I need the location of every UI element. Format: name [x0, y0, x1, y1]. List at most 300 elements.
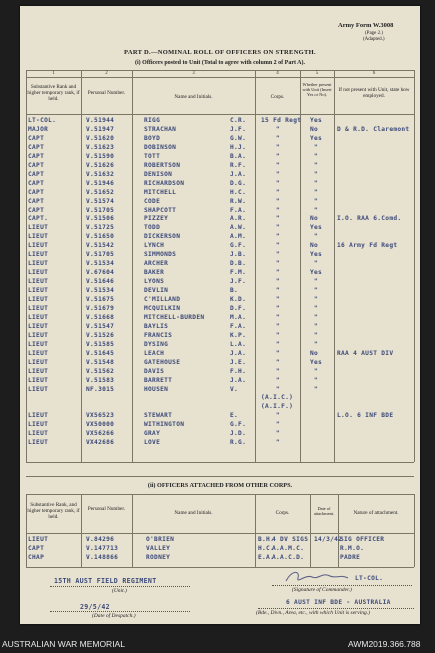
- personal-number-cell: V.51583: [86, 376, 115, 384]
- corps-cell: (A.I.C.): [261, 394, 294, 402]
- rank-cell: LIEUT: [28, 349, 49, 357]
- initials-cell: G.F.: [230, 421, 247, 429]
- present-cell: No: [310, 349, 319, 357]
- rank-cell: LIEUT: [28, 376, 49, 384]
- attachment-nature-cell: SIG OFFICER: [340, 536, 385, 543]
- present-cell: Yes: [310, 269, 323, 277]
- corps-cell: ": [276, 313, 281, 321]
- commander-caption: (Signature of Commander.): [292, 587, 352, 593]
- corps-cell: ": [276, 179, 281, 187]
- table-row: [20, 233, 420, 241]
- form-sheet: [20, 6, 420, 624]
- corps-cell: ": [276, 349, 281, 357]
- corps-cell: ": [276, 340, 281, 348]
- col-number: 5: [315, 71, 319, 76]
- rank-cell: CAPT: [28, 161, 45, 169]
- initials-cell: J.E.: [230, 358, 247, 366]
- table-row: [20, 359, 420, 367]
- initials-cell: B.A.: [230, 152, 247, 160]
- rank-cell: LIEUT: [28, 439, 49, 447]
- present-cell: ": [314, 179, 319, 187]
- personal-number-cell: V.148866: [86, 554, 119, 561]
- table-row: [20, 198, 420, 206]
- corps-cell: ": [276, 412, 281, 420]
- present-cell: ": [314, 313, 319, 321]
- surname-cell: TODD: [144, 224, 161, 232]
- initials-cell: R.W.: [230, 197, 247, 205]
- table-row: [20, 224, 420, 232]
- table-row: [20, 126, 420, 134]
- corps-cell: ": [276, 296, 281, 303]
- corps-cell: ": [276, 206, 281, 214]
- present-cell: ": [314, 304, 319, 312]
- rank-cell: CAPT: [28, 206, 45, 214]
- rank-cell: CAPT: [28, 152, 45, 160]
- table-row: [20, 189, 420, 197]
- table-row: [20, 278, 420, 286]
- initials-cell: H.J.: [230, 143, 247, 151]
- table-row: [20, 421, 420, 429]
- section-i-title: (i) Officers posted to Unit (Total to agree with column 2 of Part A).: [135, 60, 305, 66]
- unit-caption: (Unit.): [112, 588, 127, 594]
- col-header-name: Name and Initials.: [174, 94, 213, 100]
- col-header-nature: Nature of attachment.: [353, 510, 399, 516]
- table-row: [20, 386, 420, 394]
- corps-cell: A.A.M.C.: [272, 545, 305, 552]
- form-title: Army Form W.3008: [338, 22, 394, 29]
- surname-cell: RODNEY: [146, 554, 171, 561]
- corps-cell: ": [276, 215, 281, 223]
- present-cell: No: [310, 215, 319, 223]
- date-dotted-line: [50, 611, 190, 612]
- surname-cell: STRACHAN: [144, 125, 177, 133]
- initials-cell: J.A.: [230, 376, 247, 384]
- form-adapted: (Adapted.): [363, 37, 385, 42]
- surname-cell: BAKER: [144, 269, 165, 277]
- employed-cell: D & R.D. Claremont: [337, 125, 410, 133]
- corps-cell: ": [276, 367, 281, 375]
- initials-cell: R.F.: [230, 161, 247, 169]
- present-cell: ": [314, 206, 319, 214]
- present-cell: Yes: [310, 224, 323, 232]
- corps-cell: A.A.C.D.: [272, 554, 305, 561]
- present-cell: ": [314, 152, 319, 160]
- corps-cell: ": [276, 278, 281, 286]
- credit-institution: AUSTRALIAN WAR MEMORIAL: [2, 639, 125, 649]
- table-row: [20, 412, 420, 420]
- surname-cell: RICHARDSON: [144, 179, 185, 187]
- col-number: 1: [52, 71, 55, 76]
- surname-cell: HOUSEN: [144, 385, 169, 393]
- corps-cell: 15 Fd Regt: [261, 117, 302, 124]
- personal-number-cell: V.51626: [86, 161, 115, 169]
- form-page: (Page 2.): [365, 31, 384, 36]
- corps-cell: ": [276, 421, 281, 429]
- corps-cell: ": [276, 358, 281, 366]
- personal-number-cell: V.51947: [86, 125, 115, 133]
- initials-cell: F.A.: [230, 206, 247, 214]
- present-cell: Yes: [310, 117, 323, 124]
- col-header-number: Personal Number.: [87, 506, 126, 512]
- unit-value: 15TH AUST FIELD REGIMENT: [54, 577, 157, 585]
- initials-cell: V.: [230, 385, 239, 393]
- surname-cell: BAYLIS: [144, 322, 169, 330]
- personal-number-cell: V.51506: [86, 215, 115, 223]
- attachment-nature-cell: PADRE: [340, 554, 361, 561]
- table-row: [20, 350, 420, 358]
- table-ii-top-rule: [26, 494, 414, 495]
- surname-cell: LEACH: [144, 349, 165, 357]
- present-cell: Yes: [310, 134, 323, 142]
- personal-number-cell: V.51542: [86, 242, 115, 250]
- initials-cell: C.R.: [230, 117, 247, 124]
- corps-cell: ": [276, 152, 281, 160]
- surname-cell: WITHINGTON: [144, 421, 185, 429]
- corps-cell: ": [276, 188, 281, 196]
- surname-cell: DICKERSON: [144, 233, 181, 241]
- employed-cell: L.O. 6 INF BDE: [337, 412, 394, 420]
- table-row: [20, 242, 420, 250]
- rank-cell: LIEUT: [28, 412, 49, 420]
- employed-cell: RAA 4 AUST DIV: [337, 349, 394, 357]
- corps-cell: ": [276, 134, 281, 142]
- table-row: [20, 368, 420, 376]
- table-i-bottom-rule: [26, 462, 414, 463]
- present-cell: ": [314, 197, 319, 205]
- initials-cell: D.B.: [230, 260, 247, 268]
- table-row: [20, 430, 420, 438]
- rank-cell: CAPT: [28, 545, 45, 552]
- corps-cell: ": [276, 170, 281, 178]
- table-row: [20, 215, 420, 223]
- initials-cell: E.A.: [258, 554, 275, 561]
- col-header-name: Name and Initials.: [174, 510, 213, 516]
- initials-cell: H.C.: [258, 545, 275, 552]
- personal-number-cell: V.51620: [86, 134, 115, 142]
- surname-cell: MITCHELL: [144, 188, 177, 196]
- rank-cell: LIEUT: [28, 367, 49, 375]
- initials-cell: J.F.: [230, 125, 247, 133]
- table-row: [20, 144, 420, 152]
- personal-number-cell: V.51946: [86, 179, 115, 187]
- commander-rank: LT-COL.: [355, 575, 384, 582]
- table-row: [20, 554, 420, 562]
- corps-cell: ": [276, 304, 281, 312]
- col-number: 6: [372, 71, 376, 76]
- initials-cell: B.H.: [258, 536, 275, 543]
- corps-cell: ": [276, 233, 281, 241]
- surname-cell: GRAY: [144, 430, 161, 438]
- present-cell: No: [310, 125, 319, 133]
- table-row: [20, 153, 420, 161]
- surname-cell: DEVLIN: [144, 287, 169, 295]
- present-cell: ": [314, 260, 319, 268]
- initials-cell: E.: [230, 412, 239, 420]
- personal-number-cell: V.51585: [86, 340, 115, 348]
- surname-cell: LYONS: [144, 278, 165, 286]
- corps-cell: ": [276, 161, 281, 169]
- initials-cell: R.G.: [230, 439, 247, 447]
- commander-signature: [282, 568, 362, 586]
- table-row: [20, 207, 420, 215]
- corps-cell: ": [276, 430, 281, 438]
- personal-number-cell: V.51646: [86, 278, 115, 286]
- initials-cell: J.A.: [230, 170, 247, 178]
- col-header-corps: Corps.: [270, 94, 285, 100]
- employed-cell: I.O. RAA 6.Comd.: [337, 215, 402, 223]
- present-cell: ": [314, 367, 319, 375]
- col-header-corps: Corps.: [275, 510, 290, 516]
- formation-dotted-line: [258, 608, 414, 609]
- rank-cell: LIEUT: [28, 296, 49, 303]
- surname-cell: DOBINSON: [144, 143, 177, 151]
- table-row: [20, 180, 420, 188]
- rank-cell: MAJOR: [28, 125, 49, 133]
- employed-cell: 16 Army Fd Regt: [337, 242, 398, 250]
- rank-cell: LIEUT: [28, 287, 49, 295]
- surname-cell: LYNCH: [144, 242, 165, 250]
- present-cell: No: [310, 242, 319, 250]
- table-row: [20, 332, 420, 340]
- initials-cell: K.D.: [230, 296, 247, 303]
- table-row: [20, 296, 420, 304]
- personal-number-cell: V.51650: [86, 233, 115, 241]
- present-cell: ": [314, 322, 319, 330]
- table-row: [20, 314, 420, 322]
- despatch-date-value: 29/5/42: [80, 603, 110, 611]
- initials-cell: J.F.: [230, 278, 247, 286]
- surname-cell: ROBERTSON: [144, 161, 181, 169]
- table-row: [20, 323, 420, 331]
- rank-cell: LIEUT: [28, 278, 49, 286]
- surname-cell: DYSING: [144, 340, 169, 348]
- attachment-date-cell: 14/3/42: [314, 536, 343, 543]
- personal-number-cell: VX50000: [86, 421, 115, 429]
- table-row: [20, 171, 420, 179]
- initials-cell: J.D.: [230, 430, 247, 438]
- surname-cell: SIMMONDS: [144, 251, 177, 259]
- table-row: [20, 287, 420, 295]
- personal-number-cell: V.51668: [86, 313, 115, 321]
- surname-cell: TOTT: [144, 152, 161, 160]
- rank-cell: LIEUT: [28, 430, 49, 438]
- initials-cell: H.C.: [230, 188, 247, 196]
- rank-cell: LIEUT: [28, 313, 49, 321]
- present-cell: ": [314, 287, 319, 295]
- present-cell: ": [314, 161, 319, 169]
- rank-cell: LIEUT: [28, 242, 49, 250]
- initials-cell: L.A.: [230, 340, 247, 348]
- rank-cell: LIEUT: [28, 233, 49, 241]
- surname-cell: FRANCIS: [144, 331, 173, 339]
- rank-cell: LIEUT: [28, 304, 49, 312]
- surname-cell: GATEHOUSE: [144, 358, 181, 366]
- corps-cell: 4 DV SIGS: [272, 536, 309, 543]
- surname-cell: BOYD: [144, 134, 161, 142]
- initials-cell: F.M.: [230, 269, 247, 277]
- table-ii-header-rule: [26, 533, 414, 534]
- present-cell: Yes: [310, 358, 323, 366]
- present-cell: ": [314, 233, 319, 241]
- col-header-rank: Substantive Rank and higher temporary rank, if held.: [27, 84, 80, 102]
- corps-cell: ": [276, 197, 281, 205]
- table-i-header-rule: [26, 114, 414, 115]
- initials-cell: J.B.: [230, 251, 247, 259]
- personal-number-cell: V.51944: [86, 117, 115, 124]
- personal-number-cell: VX56523: [86, 412, 115, 420]
- corps-cell: ": [276, 287, 281, 295]
- formation-caption: (Bde., Divn., Area, etc., with which Unit is serving.): [256, 610, 370, 616]
- col-header-employed: If not present with Unit, state how employed.: [338, 87, 410, 99]
- personal-number-cell: NF.3015: [86, 385, 115, 393]
- corps-cell: ": [276, 331, 281, 339]
- initials-cell: G.W.: [230, 134, 247, 142]
- table-row: [20, 135, 420, 143]
- personal-number-cell: V.51623: [86, 143, 115, 151]
- personal-number-cell: V.51590: [86, 152, 115, 160]
- surname-cell: STEWART: [144, 412, 173, 420]
- personal-number-cell: V.51562: [86, 367, 115, 375]
- surname-cell: DAVIS: [144, 367, 165, 375]
- personal-number-cell: V.51548: [86, 358, 115, 366]
- present-cell: ": [314, 296, 319, 303]
- rank-cell: LIEUT: [28, 269, 49, 277]
- present-cell: ": [314, 143, 319, 151]
- rank-cell: CAPT: [28, 197, 45, 205]
- initials-cell: K.P.: [230, 331, 247, 339]
- table-row: [20, 403, 420, 411]
- table-row: [20, 305, 420, 313]
- initials-cell: M.A.: [230, 313, 247, 321]
- personal-number-cell: V.51534: [86, 287, 115, 295]
- table-i-number-rule: [26, 77, 414, 78]
- surname-cell: PIZZEY: [144, 215, 169, 223]
- initials-cell: A.W.: [230, 224, 247, 232]
- corps-cell: ": [276, 322, 281, 330]
- signature-dotted-line: [272, 585, 412, 586]
- date-caption: (Date of Despatch.): [92, 613, 136, 619]
- personal-number-cell: V.147713: [86, 545, 119, 552]
- personal-number-cell: V.51645: [86, 349, 115, 357]
- rank-cell: CAPT: [28, 143, 45, 151]
- table-row: [20, 536, 420, 544]
- col-number: 3: [192, 71, 195, 76]
- corps-cell: ": [276, 439, 281, 447]
- table-row: [20, 394, 420, 402]
- initials-cell: J.A.: [230, 349, 247, 357]
- present-cell: ": [314, 376, 319, 384]
- section-ii-rule: [26, 476, 414, 477]
- personal-number-cell: V.51547: [86, 322, 115, 330]
- table-row: [20, 260, 420, 268]
- rank-cell: CAPT: [28, 170, 45, 178]
- surname-cell: BARRETT: [144, 376, 173, 384]
- surname-cell: ARCHER: [144, 260, 169, 268]
- credit-accession-number: AWM2019.366.788: [348, 639, 421, 649]
- col-header-date: Date of attachment.: [313, 506, 335, 516]
- personal-number-cell: V.51526: [86, 331, 115, 339]
- surname-cell: LOVE: [144, 439, 161, 447]
- corps-cell: ": [276, 385, 281, 393]
- initials-cell: A.R.: [230, 215, 247, 223]
- rank-cell: LIEUT: [28, 385, 49, 393]
- personal-number-cell: V.51534: [86, 260, 115, 268]
- table-row: [20, 439, 420, 447]
- personal-number-cell: V.67604: [86, 269, 115, 277]
- rank-cell: LIEUT: [28, 251, 49, 259]
- rank-cell: CAPT: [28, 134, 45, 142]
- personal-number-cell: V.51679: [86, 304, 115, 312]
- unit-dotted-line: [50, 586, 190, 587]
- table-row: [20, 251, 420, 259]
- corps-cell: ": [276, 125, 281, 133]
- initials-cell: G.F.: [230, 242, 247, 250]
- personal-number-cell: V.84296: [86, 536, 115, 543]
- formation-value: 6 AUST INF BDE - AUSTRALIA: [286, 599, 391, 606]
- present-cell: ": [314, 385, 319, 393]
- table-row: [20, 341, 420, 349]
- corps-cell: ": [276, 260, 281, 268]
- col-number: 4: [276, 71, 279, 76]
- col-header-number: Personal Number.: [87, 90, 126, 96]
- surname-cell: VALLEY: [146, 545, 171, 552]
- personal-number-cell: V.51632: [86, 170, 115, 178]
- rank-cell: CAPT: [28, 188, 45, 196]
- rank-cell: LIEUT: [28, 322, 49, 330]
- col-number: 2: [105, 71, 108, 76]
- col-header-rank: Substantive Rank, and higher temporary rank, if held.: [27, 502, 80, 520]
- surname-cell: MCQUILKIN: [144, 304, 181, 312]
- present-cell: ": [314, 278, 319, 286]
- corps-cell: (A.I.F.): [261, 403, 294, 411]
- rank-cell: LIEUT: [28, 421, 49, 429]
- rank-cell: LIEUT: [28, 331, 49, 339]
- surname-cell: SHAPCOTT: [144, 206, 177, 214]
- surname-cell: C'MILLAND: [144, 296, 181, 303]
- personal-number-cell: V.51574: [86, 197, 115, 205]
- table-row: [20, 162, 420, 170]
- table-row: [20, 545, 420, 553]
- surname-cell: CODE: [144, 197, 161, 205]
- personal-number-cell: VX42686: [86, 439, 115, 447]
- attachment-nature-cell: R.M.O.: [340, 545, 365, 552]
- corps-cell: ": [276, 376, 281, 384]
- initials-cell: F.H.: [230, 367, 247, 375]
- personal-number-cell: V.51675: [86, 296, 115, 303]
- present-cell: ": [314, 188, 319, 196]
- initials-cell: A.M.: [230, 233, 247, 241]
- rank-cell: LIEUT: [28, 340, 49, 348]
- section-ii-title: (ii) OFFICERS ATTACHED FROM OTHER CORPS.: [147, 482, 293, 489]
- personal-number-cell: V.51652: [86, 188, 115, 196]
- surname-cell: MITCHELL-BURDEN: [144, 313, 205, 321]
- surname-cell: O'BRIEN: [146, 536, 175, 543]
- corps-cell: ": [276, 269, 281, 277]
- rank-cell: LT-COL.: [28, 117, 57, 124]
- col-header-present: Whether present with Unit (Insert Yes or No).: [302, 82, 332, 97]
- personal-number-cell: V.51725: [86, 224, 115, 232]
- rank-cell: CAPT: [28, 179, 45, 187]
- corps-cell: ": [276, 251, 281, 259]
- present-cell: Yes: [310, 251, 323, 259]
- corps-cell: ": [276, 143, 281, 151]
- initials-cell: B.: [230, 287, 239, 295]
- corps-cell: ": [276, 224, 281, 232]
- present-cell: ": [314, 331, 319, 339]
- present-cell: ": [314, 340, 319, 348]
- table-row: [20, 377, 420, 385]
- personal-number-cell: V.51705: [86, 251, 115, 259]
